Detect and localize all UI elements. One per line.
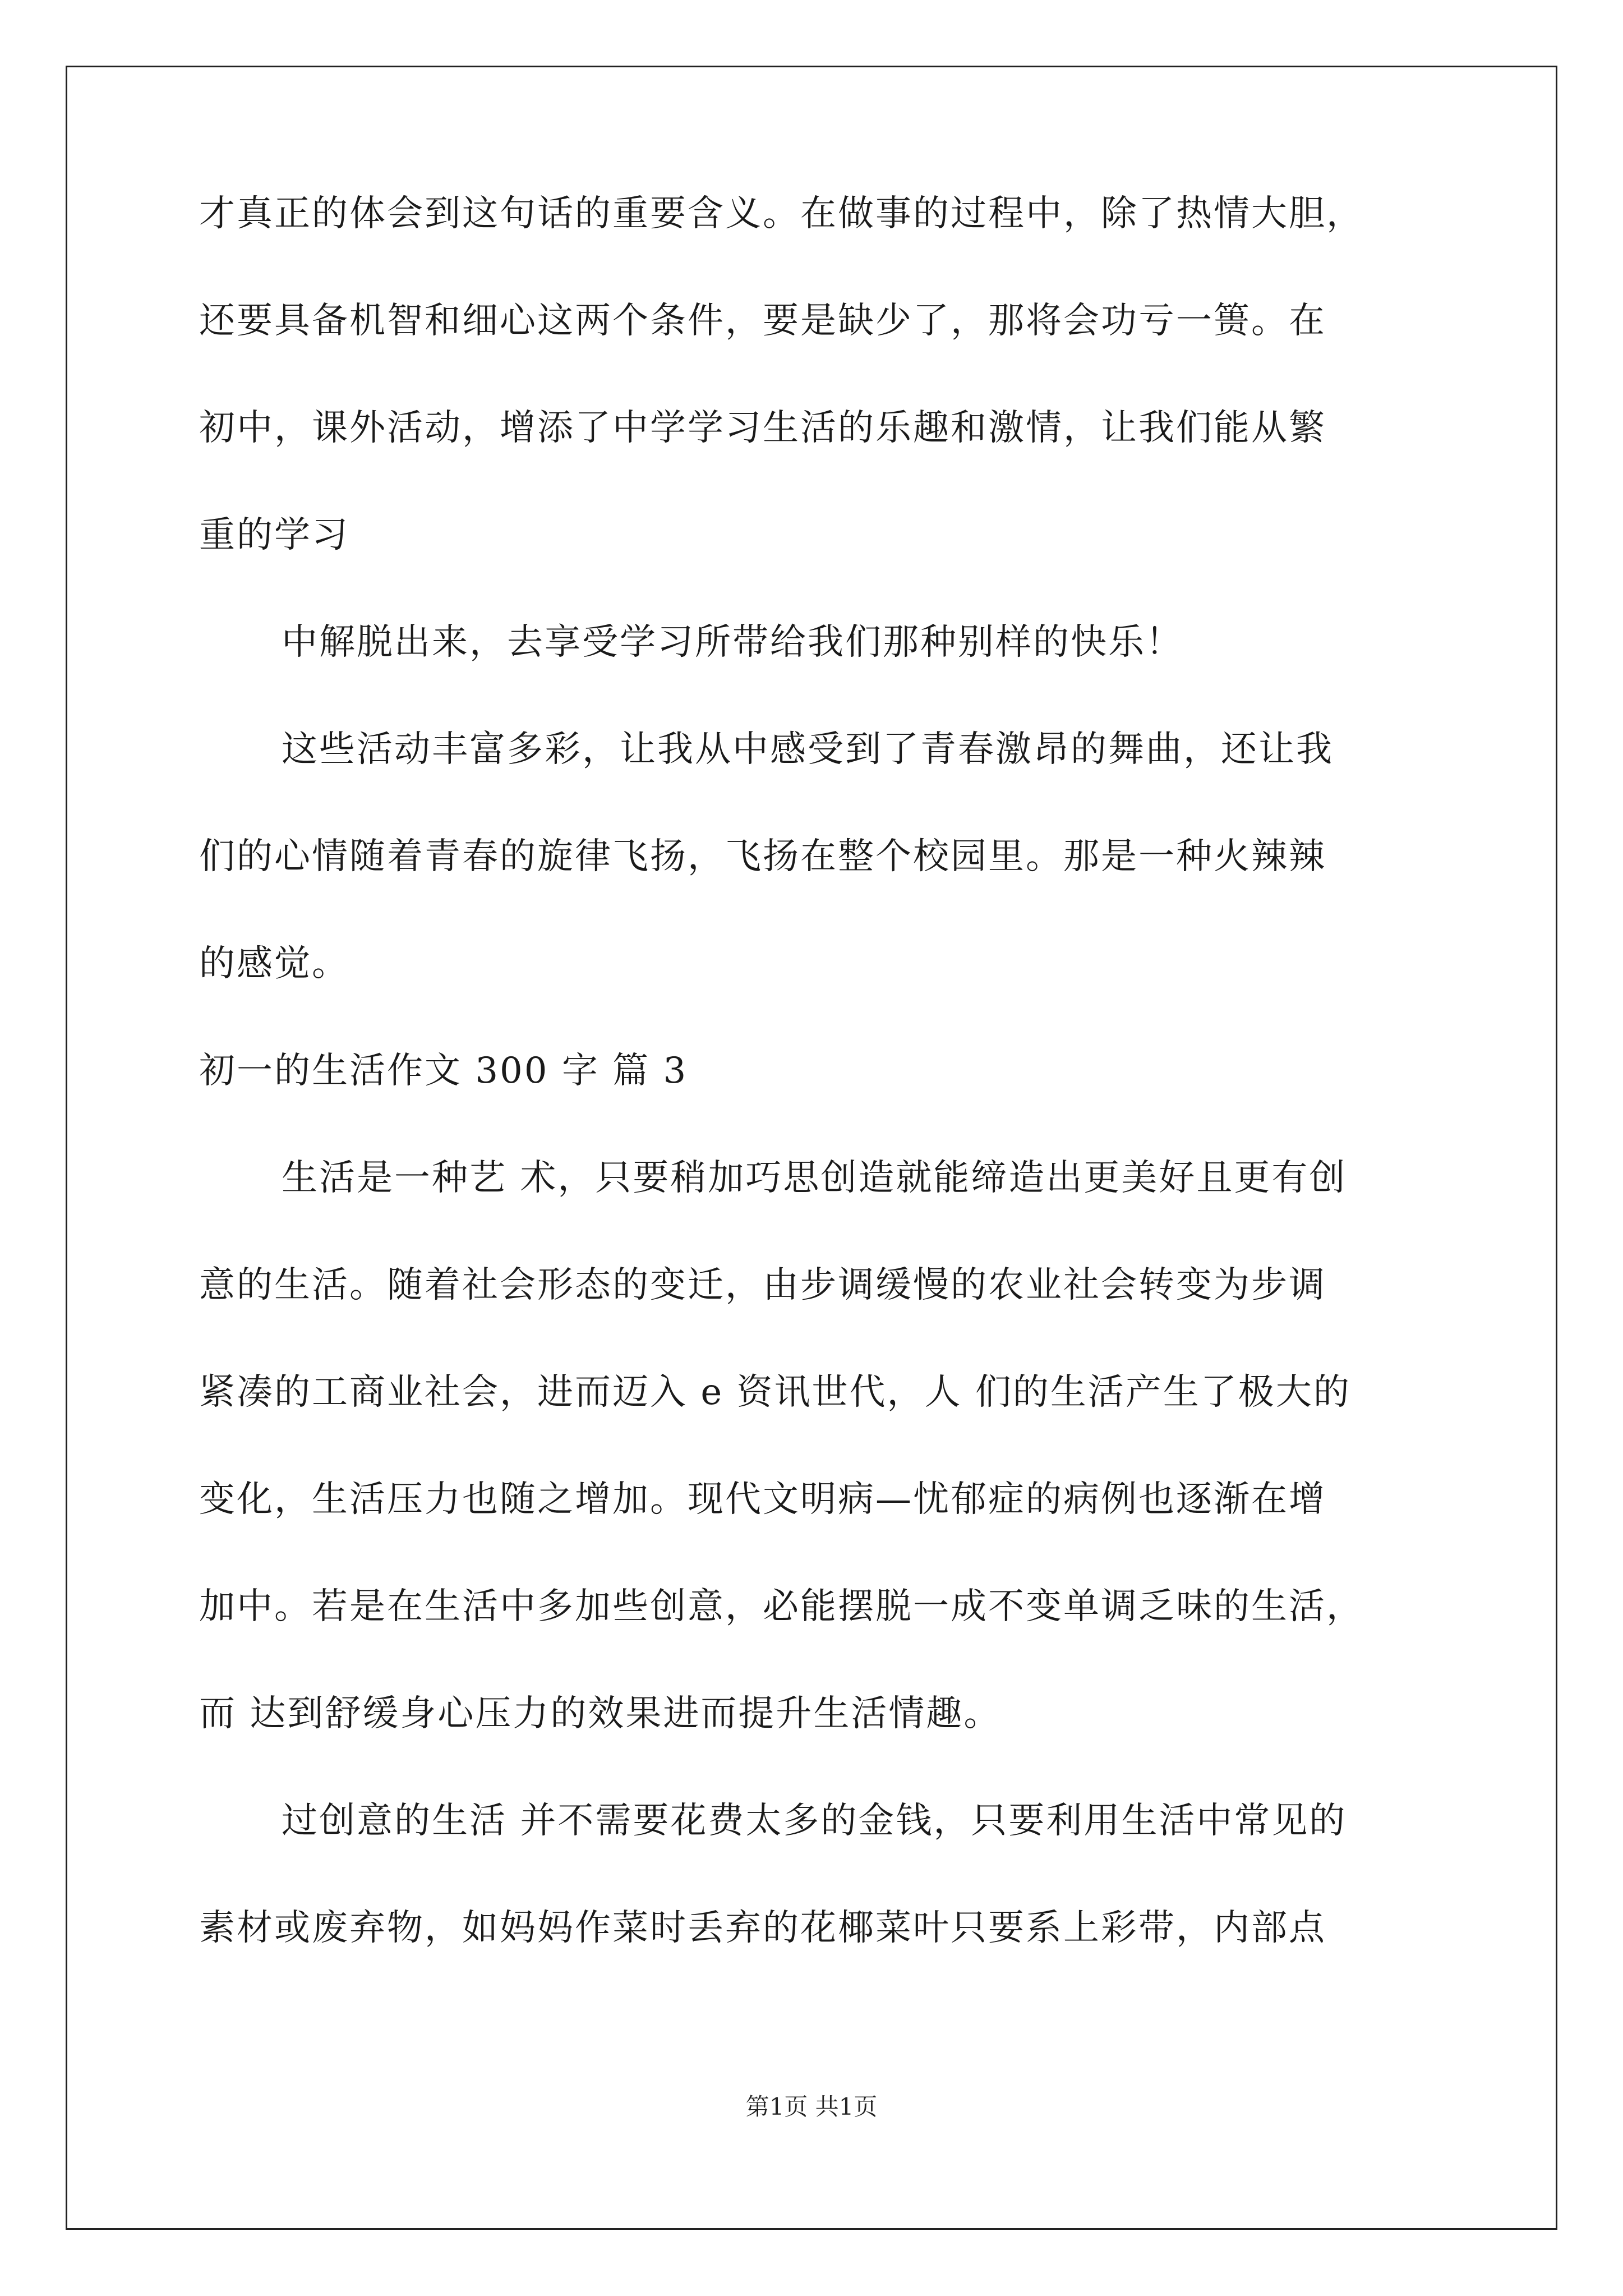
paragraph-line: 生活是一种艺 术，只要稍加巧思创造就能缔造出更美好且更有创 [282, 1157, 1347, 1199]
section-heading: 初一的生活作文 300 字 篇 3 [199, 1050, 688, 1092]
text-line: 变化，生活压力也随之增加。现代文明病—忧郁症的病例也逐渐在增 [199, 1479, 1326, 1520]
text-line: 加中。若是在生活中多加些创意，必能摆脱一成不变单调乏味的生活， [199, 1586, 1364, 1627]
text-line: 紧凑的工商业社会，进而迈入 e 资讯世代，人 们的生活产生了极大的 [199, 1372, 1351, 1413]
page-number-footer: 第1页 共1页 [745, 2093, 878, 2120]
text-line: 还要具备机智和细心这两个条件，要是缺少了，那将会功亏一篑。在 [199, 300, 1326, 342]
text-line: 素材或废弃物，如妈妈作菜时丢弃的花椰菜叶只要系上彩带，内部点 [199, 1907, 1326, 1949]
text-line: 初中，课外活动，增添了中学学习生活的乐趣和激情，让我们能从繁 [199, 407, 1326, 449]
text-line: 意的生活。随着社会形态的变迁，由步调缓慢的农业社会转变为步调 [199, 1264, 1326, 1306]
paragraph-line: 中解脱出来，去享受学习所带给我们那种别样的快乐！ [282, 622, 1183, 663]
paragraph-line: 过创意的生活 并不需要花费太多的金钱，只要利用生活中常见的 [282, 1800, 1347, 1842]
paragraph-line: 这些活动丰富多彩，让我从中感受到了青春激昂的舞曲，还让我 [282, 729, 1334, 770]
text-line: 才真正的体会到这句话的重要含义。在做事的过程中，除了热情大胆， [199, 193, 1364, 234]
text-line: 而 达到舒缓身心压力的效果进而提升生活情趣。 [199, 1693, 1002, 1734]
text-line: 们的心情随着青春的旋律飞扬，飞扬在整个校园里。那是一种火辣辣 [199, 836, 1326, 877]
text-line: 的感觉。 [199, 943, 349, 984]
text-line: 重的学习 [199, 514, 349, 556]
